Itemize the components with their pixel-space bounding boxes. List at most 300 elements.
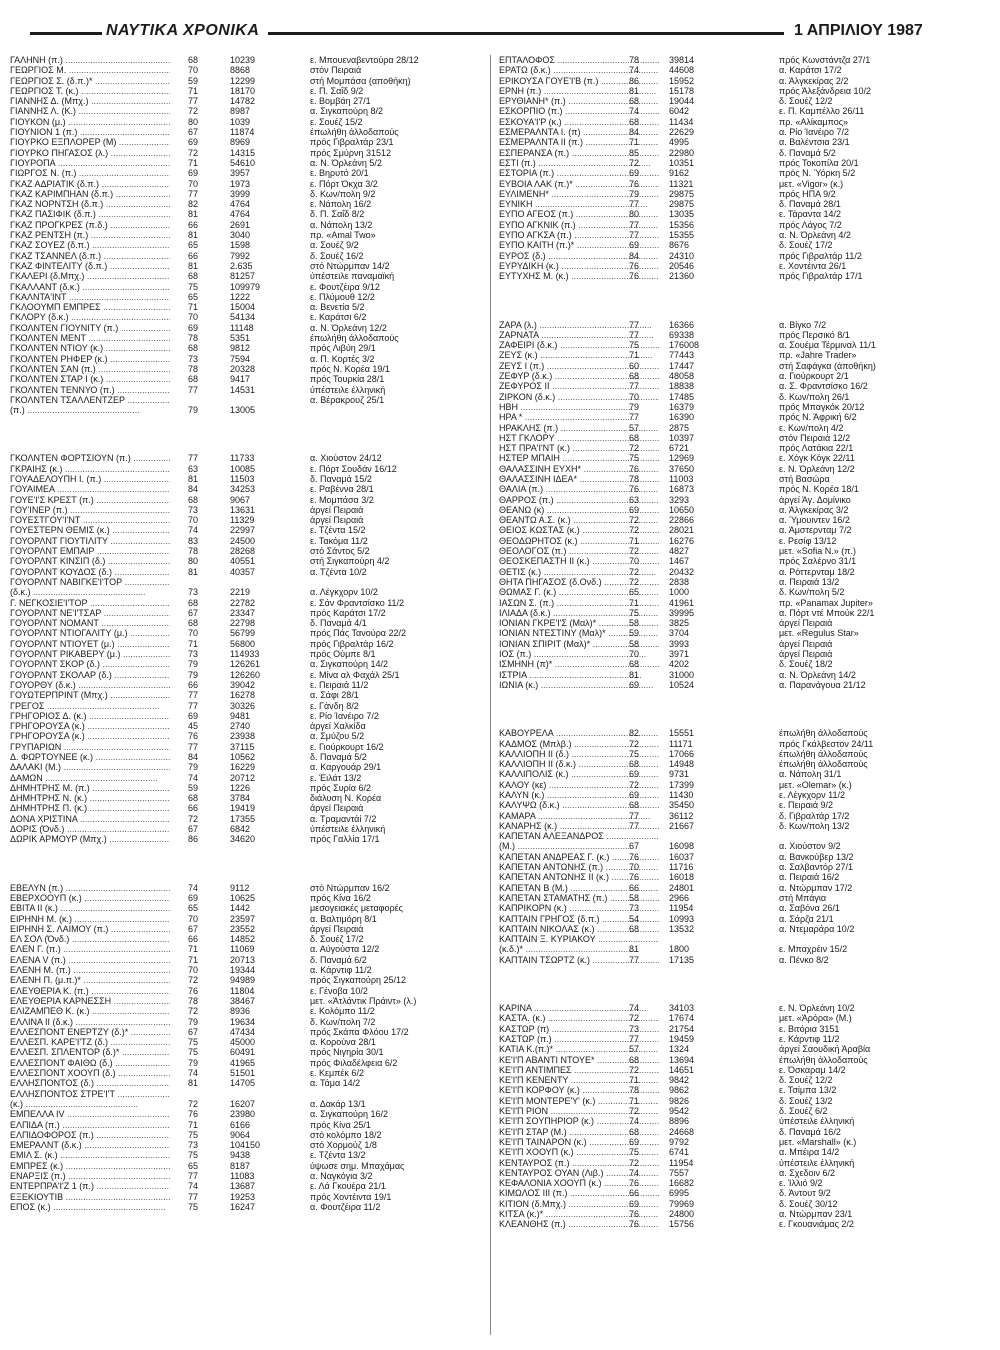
ship-name: ΕΠΤΑΛΟΦΟΣ ..... bbox=[499, 55, 659, 65]
ship-name: ΙΣΜΗΝΗ (π)* ..... bbox=[499, 659, 659, 669]
tonnage: 15178 bbox=[669, 85, 695, 96]
position-note: ε. Τζέντα 15/2 bbox=[310, 525, 366, 536]
ship-row bbox=[10, 793, 480, 803]
build-year: 71 bbox=[629, 535, 640, 546]
tonnage: 9417 bbox=[230, 374, 251, 385]
tonnage: 10397 bbox=[669, 432, 695, 443]
ship-name: ΕΣΚΟΡΠΙΟ (π.) ..... bbox=[499, 106, 659, 116]
build-year: 65 bbox=[188, 291, 199, 302]
tonnage: 6721 bbox=[669, 443, 690, 454]
tonnage: 5351 bbox=[230, 333, 251, 344]
ship-name: ΕΛΕΥΘΕΡΙΑ ΚΑΡΝΕΣΣΗ ..... bbox=[10, 996, 170, 1006]
position-note: α. Σχεδοιν 6/2 bbox=[779, 1167, 836, 1178]
ship-row bbox=[491, 433, 961, 443]
build-year: 70 bbox=[188, 965, 199, 976]
publication-title: ΝΑΥΤΙΚΑ ΧΡΟΝΙΚΑ bbox=[106, 22, 260, 39]
tonnage: 8987 bbox=[230, 106, 251, 117]
ship-name: ΗΣΤΕΡ ΜΠΑΙΗ ..... bbox=[499, 453, 659, 463]
tonnage: 11171 bbox=[669, 738, 693, 749]
ship-row bbox=[491, 189, 961, 199]
ship-row bbox=[491, 402, 961, 412]
tonnage: 3704 bbox=[669, 628, 690, 639]
ship-name: ΖΑΡΝΑΤΑ ..... bbox=[499, 330, 659, 340]
position-note: α. Ντεμαράρα 10/2 bbox=[779, 923, 855, 934]
build-year: 71 bbox=[188, 1119, 199, 1130]
position-note: α. Γιούρκουρτ 2/1 bbox=[779, 371, 849, 382]
tonnage: 6842 bbox=[230, 824, 251, 835]
ship-row bbox=[491, 525, 961, 535]
tonnage: 6995 bbox=[669, 1188, 690, 1199]
position-note: α. Κορούνα 28/1 bbox=[310, 1037, 376, 1048]
ship-name: ΓΚΟΛΝΤΕΝ ΓΙΟΥΝΙΤΥ (π.) ..... bbox=[10, 323, 170, 333]
tonnage: 41965 bbox=[230, 1057, 256, 1068]
position-note: α. Κάρντιφ 11/2 bbox=[310, 965, 372, 976]
position-note: πρ. «Αλίκαμπος» bbox=[779, 116, 849, 127]
ship-row bbox=[10, 96, 480, 106]
position-note: στό Χορμούζ 1/8 bbox=[310, 1140, 377, 1151]
ship-list-block bbox=[491, 55, 961, 282]
tonnage: 16366 bbox=[669, 319, 695, 330]
build-year: 79 bbox=[188, 762, 199, 773]
position-note: στό Ντώρμπαν 16/2 bbox=[310, 882, 390, 893]
ship-name: ΚΕ'Ι'Π ΚΕΝΕΝΤΥ ..... bbox=[499, 1075, 659, 1085]
ship-name: ΚΑΣΤΩΡ (π.) ..... bbox=[499, 1034, 659, 1044]
build-year: 58 bbox=[629, 638, 640, 649]
ship-name: (Μ.) ..... bbox=[499, 841, 659, 851]
ship-row bbox=[10, 975, 480, 985]
position-note: πρός ΗΠΑ 9/2 bbox=[779, 188, 836, 199]
build-year: 69 bbox=[188, 137, 199, 148]
position-note: στόν Πειραιά 12/2 bbox=[779, 432, 851, 443]
tonnage: 176008 bbox=[669, 340, 700, 351]
position-note: ε. Λά Γκουέρα 21/1 bbox=[310, 1181, 386, 1192]
ship-name: ΘΑΡΡΟΣ (π.) ..... bbox=[499, 495, 659, 505]
position-note: ε. Τσίμπα 13/2 bbox=[779, 1085, 837, 1096]
ship-row bbox=[10, 670, 480, 680]
build-year: 84 bbox=[629, 250, 640, 261]
ship-row bbox=[491, 831, 961, 841]
ship-name: ΓΟΥΕ'Ι'Σ ΚΡΕΣΤ (π.) ..... bbox=[10, 495, 170, 505]
ship-name: ΙΟΝΙΑΝ ΣΠΙΡΙΤ (Μαλ)* ..... bbox=[499, 639, 659, 649]
ship-row bbox=[10, 179, 480, 189]
build-year: 77 bbox=[629, 329, 640, 340]
ship-row bbox=[491, 137, 961, 147]
tonnage: 2.635 bbox=[230, 260, 253, 271]
tonnage: 19634 bbox=[230, 1016, 256, 1027]
position-note: στή Μπάγια bbox=[779, 892, 827, 903]
ship-row bbox=[491, 659, 961, 669]
build-year: 69 bbox=[629, 168, 640, 179]
ship-name: ΓΟΥΕΣΤΓΟΥ'Ι'ΝΤ ..... bbox=[10, 515, 170, 525]
position-note: δ. Σουέζ 18/2 bbox=[779, 659, 833, 670]
ship-name: ΘΕΟΛΟΓΟΣ (π.) ..... bbox=[499, 546, 659, 556]
ship-list-block bbox=[10, 883, 480, 1213]
tonnage: 22798 bbox=[230, 618, 256, 629]
tonnage: 4764 bbox=[230, 199, 251, 210]
ship-row bbox=[491, 1055, 961, 1065]
ship-row bbox=[10, 903, 480, 913]
tonnage: 19044 bbox=[669, 96, 695, 107]
ship-name: ΘΕΑΝΤΩ Α.Σ. (κ.) ..... bbox=[499, 515, 659, 525]
build-year: 71 bbox=[188, 944, 199, 955]
ship-name: ΔΗΜΗΤΡΗΣ Μ. (π.) ..... bbox=[10, 783, 170, 793]
position-note: δ. Κων/πολη 26/1 bbox=[779, 391, 850, 402]
ship-row bbox=[491, 728, 961, 738]
ship-row bbox=[491, 1003, 961, 1013]
ship-row bbox=[10, 137, 480, 147]
position-note: ε. Τακόμα 11/2 bbox=[310, 535, 368, 546]
build-year: 68 bbox=[188, 343, 199, 354]
tonnage: 10085 bbox=[230, 463, 256, 474]
tonnage: 9067 bbox=[230, 494, 251, 505]
ship-name: ΕΛΛΗΣΠΟΝΤΟΣ ΣΤΡΕ'Ι'Τ ..... bbox=[10, 1089, 170, 1099]
ship-row bbox=[10, 199, 480, 209]
position-note: πρός Φιλαδέλφεια 6/2 bbox=[310, 1057, 398, 1068]
tonnage: 13035 bbox=[669, 209, 695, 220]
ship-row bbox=[491, 872, 961, 882]
ship-name: ΙΛΙΑΔΑ (δ.κ.) ..... bbox=[499, 608, 659, 618]
ship-name: ΓΚΟΛΝΤΕΝ ΡΗΦΕΡ (κ.) ..... bbox=[10, 354, 170, 364]
tonnage: 2875 bbox=[669, 422, 690, 433]
tonnage: 15355 bbox=[669, 230, 695, 241]
ship-name: ΓΚΛΟΟΥΜΠ ΕΜΠΡΕΣ ..... bbox=[10, 302, 170, 312]
position-note: ε. Όσκαραμ 14/2 bbox=[779, 1064, 846, 1075]
build-year: 78 bbox=[188, 363, 199, 374]
build-year: 57 bbox=[629, 422, 640, 433]
build-year: 70 bbox=[629, 556, 640, 567]
tonnage: 19344 bbox=[230, 965, 256, 976]
ship-name: ΕΛΕΝΗ Μ. (π.) ..... bbox=[10, 965, 170, 975]
tonnage: 9862 bbox=[669, 1085, 690, 1096]
tonnage: 17355 bbox=[230, 813, 256, 824]
ship-name: ΓΟΥ'ΙΝΕΡ (π.) ..... bbox=[10, 505, 170, 515]
ship-name: ΚΑΠΡΙΚΟΡΝ (κ.) ..... bbox=[499, 903, 659, 913]
position-note: πρός Καράτσι 17/2 bbox=[310, 607, 386, 618]
build-year: 68 bbox=[188, 55, 199, 65]
position-note: ε. Σάν Φραντσίσκο 11/2 bbox=[310, 597, 405, 608]
position-note: α. Πειραιά 16/2 bbox=[779, 872, 840, 883]
ship-row bbox=[10, 914, 480, 924]
position-note: α. Άμστερνταμ 7/2 bbox=[779, 525, 852, 536]
tonnage: 24668 bbox=[669, 1126, 695, 1137]
build-year: 77 bbox=[629, 219, 640, 230]
ship-name: ΓΟΥΟΡΛΝΤ ΓΙΟΥΤΙΛΙΤΥ ..... bbox=[10, 536, 170, 546]
position-note: α. Σάφι 28/1 bbox=[310, 690, 359, 701]
position-note: α. Βίγκο 7/2 bbox=[779, 319, 827, 330]
position-note: ε. Ίλλιό 9/2 bbox=[779, 1178, 823, 1189]
build-year: 74 bbox=[188, 1181, 199, 1192]
ship-row bbox=[10, 1017, 480, 1027]
build-year: 78 bbox=[629, 55, 640, 65]
ship-name: ΓΡΕΓΟΣ ..... bbox=[10, 701, 170, 711]
ship-row bbox=[10, 762, 480, 772]
position-note: α. Ν. Όρλεάνη 4/2 bbox=[779, 230, 851, 241]
tonnage: 23938 bbox=[230, 731, 256, 742]
position-note: δ. Άντουτ 9/2 bbox=[779, 1188, 831, 1199]
ship-row bbox=[10, 525, 480, 535]
tonnage: 3040 bbox=[230, 230, 251, 241]
tonnage: 16873 bbox=[669, 484, 695, 495]
ship-name: ΕΛΕΥΘΕΡΙΑ Κ. (π.) ..... bbox=[10, 986, 170, 996]
position-note: δ. Σουέζ 12/2 bbox=[779, 1075, 833, 1086]
ship-row bbox=[491, 536, 961, 546]
build-year: 67 bbox=[188, 923, 199, 934]
ship-name: ΓΙΟΥΡΚΟ ΠΗΓΑΣΟΣ (λ.) ..... bbox=[10, 148, 170, 158]
ship-row bbox=[10, 934, 480, 944]
ship-row bbox=[491, 464, 961, 474]
tonnage: 7594 bbox=[230, 353, 251, 364]
build-year: 77 bbox=[188, 690, 199, 701]
ship-name: ΚΑΔΜΟΣ (Μπλβ.) ..... bbox=[499, 739, 659, 749]
tonnage: 9481 bbox=[230, 710, 251, 721]
tonnage: 11329 bbox=[230, 515, 255, 526]
ship-row bbox=[491, 608, 961, 618]
build-year: 66 bbox=[188, 803, 199, 814]
position-note: μετ. «Άτλάντικ Πράιντ» (λ.) bbox=[310, 995, 417, 1006]
tonnage: 14705 bbox=[230, 1078, 256, 1089]
ship-row bbox=[491, 240, 961, 250]
position-note: ύπέστειλε έλληνική bbox=[310, 824, 386, 835]
ship-name: ΚΑΠΕΤΑΝ ΣΤΑΜΑΤΗΣ (π.) ..... bbox=[499, 893, 659, 903]
position-note: α. Άλγκεκίρας 3/2 bbox=[779, 504, 849, 515]
ship-row bbox=[491, 670, 961, 680]
ship-row bbox=[491, 412, 961, 422]
tonnage: 8868 bbox=[230, 65, 251, 76]
position-note: δ. Κων/πολη 7/2 bbox=[310, 1016, 376, 1027]
ship-name: ΓΟΥΑΔΕΛΟΥΠΗ Ι. (π.) ..... bbox=[10, 474, 170, 484]
tonnage: 39814 bbox=[669, 55, 695, 65]
position-note: α. Καργουάρ 29/1 bbox=[310, 762, 382, 773]
tonnage: 10625 bbox=[230, 892, 256, 903]
header-rule-left bbox=[30, 32, 102, 35]
ship-name: ΓΑΛΗΝΗ (π.) ..... bbox=[10, 55, 170, 65]
tonnage: 15551 bbox=[669, 728, 695, 739]
position-note: ύπέστειλε έλληνική bbox=[779, 1157, 855, 1168]
build-year: 77 bbox=[188, 384, 199, 395]
tonnage: 11430 bbox=[669, 790, 694, 800]
ship-name: ΔΟΡΙΣ (Όνδ.) ..... bbox=[10, 824, 170, 834]
ship-name: ΕΡΥΘΙΑΝΗ* (π.) ..... bbox=[499, 96, 659, 106]
ship-name: ΚΕ'Ι'Π ΑΒΑΝΤΙ ΝΤΟΥΕ* ..... bbox=[499, 1055, 659, 1065]
build-year: 81 bbox=[629, 669, 640, 680]
build-year: 76 bbox=[188, 1109, 199, 1120]
ship-name: ΕΛΙΖΑΜΠΕΘ Κ. (κ.) ..... bbox=[10, 1006, 170, 1016]
ship-row bbox=[10, 127, 480, 137]
ship-name: ΓΚΑΖ ΑΔΡΙΑΤΙΚ (δ.π.) ..... bbox=[10, 179, 170, 189]
position-note: πρός Τουρκία 28/1 bbox=[310, 374, 385, 385]
position-note: πρός Σμύρνη 31512 bbox=[310, 147, 391, 158]
tonnage: 16379 bbox=[669, 401, 695, 412]
ship-name: ΕΠΟΣ (κ.) ..... bbox=[10, 1202, 170, 1212]
ship-row bbox=[491, 220, 961, 230]
build-year: 68 bbox=[188, 374, 199, 385]
ship-row bbox=[10, 1202, 480, 1212]
ship-name: ΓΚΑΖ ΤΣΑΝΝΕΛ (δ.π.) ..... bbox=[10, 251, 170, 261]
ship-row bbox=[491, 598, 961, 608]
ship-name: ΕΣΠΕΡΑΝΣΑ (π.) ..... bbox=[499, 148, 659, 158]
position-note: ε. Γένοβα 10/2 bbox=[310, 985, 368, 996]
tonnage: 11083 bbox=[230, 1170, 255, 1181]
tonnage: 11874 bbox=[230, 127, 255, 138]
position-note: ε. Φουτζέιρα 9/12 bbox=[310, 281, 380, 292]
tonnage: 23347 bbox=[230, 607, 256, 618]
ship-name: ΕΛΠΙΔΟΦΟΡΟΣ (π.) ..... bbox=[10, 1130, 170, 1140]
ship-name: ΚΕ'Ι'Π ΣΤΑΡ (Μ.) ..... bbox=[499, 1127, 659, 1137]
build-year: 45 bbox=[188, 721, 199, 732]
ship-name: ΓΚΟΛΝΤΕΝ ΤΕΝΝΥΟ (π.) ..... bbox=[10, 385, 170, 395]
position-note: α. Ν. Όρλεάνη 12/2 bbox=[310, 322, 387, 333]
position-note: α. Πένκο 8/2 bbox=[779, 954, 829, 965]
tonnage: 1000 bbox=[669, 587, 690, 598]
tonnage: 2966 bbox=[669, 892, 690, 903]
ship-name: ΖΕΥΣ (κ.) ..... bbox=[499, 350, 659, 360]
ship-name: ΖΕΦΥΡ (δ.κ.) ..... bbox=[499, 371, 659, 381]
ship-row bbox=[10, 292, 480, 302]
tonnage: 13005 bbox=[230, 405, 256, 416]
tonnage: 44608 bbox=[669, 65, 695, 76]
ship-row bbox=[10, 731, 480, 741]
build-year: 72 bbox=[629, 1157, 640, 1168]
ship-name: ΓΟΥΕΣΤΕΡΝ ΘΕΜΙΣ (κ.) ..... bbox=[10, 525, 170, 535]
position-note: ε. Μπαχρέιν 15/2 bbox=[779, 944, 848, 955]
position-note: ε. Μομπάσα 3/2 bbox=[310, 494, 374, 505]
ship-row bbox=[10, 484, 480, 494]
ship-row bbox=[491, 1127, 961, 1137]
ship-name: ΕΜΙΛ Σ. (κ.) ..... bbox=[10, 1150, 170, 1160]
ship-row bbox=[10, 385, 480, 395]
tonnage: 16207 bbox=[230, 1098, 256, 1109]
ship-row bbox=[10, 65, 480, 75]
position-note: μετ. «Άρόρα» (Μ.) bbox=[779, 1013, 852, 1024]
position-note: ύπέστειλε παναμαϊκή bbox=[310, 271, 395, 282]
build-year: 75 bbox=[629, 453, 640, 464]
position-note: έπωλήθη άλλοδαπούς bbox=[779, 759, 868, 770]
build-year: 75 bbox=[629, 1147, 640, 1158]
ship-row bbox=[491, 453, 961, 463]
ship-row bbox=[10, 1140, 480, 1150]
position-note: πρ. «Amal Two» bbox=[310, 230, 376, 241]
ship-name: ΕΣΚΟΥΑ'Ι'Ρ (κ.) ..... bbox=[499, 117, 659, 127]
tonnage: 1598 bbox=[230, 240, 251, 251]
tonnage: 1226 bbox=[230, 782, 251, 793]
build-year: 79 bbox=[629, 188, 640, 199]
build-year: 68 bbox=[629, 923, 640, 934]
build-year: 81 bbox=[188, 566, 199, 577]
position-note: δ. Παναμά 5/2 bbox=[310, 752, 367, 762]
ship-row bbox=[10, 282, 480, 292]
tonnage: 81257 bbox=[230, 271, 256, 282]
build-year: 77 bbox=[629, 412, 640, 423]
position-note: πρός Ν. Κορέα 18/1 bbox=[779, 484, 859, 495]
position-note: μετ. «Olemar» (κ.) bbox=[779, 779, 852, 790]
ship-name: ΚΑΠΤΑΙΝ ΝΙΚΟΛΑΣ (κ.) ..... bbox=[499, 924, 659, 934]
ship-list-block bbox=[10, 55, 480, 415]
tonnage: 8187 bbox=[230, 1160, 251, 1171]
ship-row bbox=[10, 1130, 480, 1140]
build-year: 66 bbox=[188, 934, 199, 945]
tonnage: 10650 bbox=[669, 504, 695, 515]
ship-name: ΚΕ'Ι'Π ΑΝΤΙΜΠΕΣ ..... bbox=[499, 1065, 659, 1075]
ship-name: ΙΑΣΩΝ Σ. (π.) ..... bbox=[499, 598, 659, 608]
tonnage: 20432 bbox=[669, 566, 695, 577]
position-note: α. Ρίο Ίανέιρο 7/2 bbox=[779, 127, 850, 138]
ship-name: ΔΑΜΩΝ ..... bbox=[10, 773, 170, 783]
build-year: 67 bbox=[188, 1026, 199, 1037]
ship-name: ΓΙΑΝΝΗΣ Δ. (Μπχ.) ..... bbox=[10, 96, 170, 106]
position-note: ε. Ν. Όρλεάνη 12/2 bbox=[779, 463, 855, 474]
build-year: 77 bbox=[629, 199, 640, 210]
ship-row bbox=[10, 55, 480, 65]
build-year: 78 bbox=[629, 1085, 640, 1096]
ship-name: ΚΕ'Ι'Π ΤΑΙΝΑΡΟΝ (κ.) ..... bbox=[499, 1137, 659, 1147]
ship-row bbox=[10, 86, 480, 96]
position-note: μετ. «Regulus Star» bbox=[779, 628, 859, 639]
tonnage: 16037 bbox=[669, 851, 695, 862]
build-year: 69 bbox=[629, 240, 640, 251]
ship-row bbox=[10, 618, 480, 628]
tonnage: 20546 bbox=[669, 260, 695, 271]
ship-row bbox=[491, 944, 961, 954]
tonnage: 94989 bbox=[230, 975, 256, 986]
ship-row bbox=[10, 955, 480, 965]
ship-name: ΕΥΡΥΔΙΚΗ (κ.) ..... bbox=[499, 261, 659, 271]
build-year: 73 bbox=[188, 504, 199, 515]
build-year: 76 bbox=[629, 271, 640, 282]
position-note: α. Χιούστον 9/2 bbox=[779, 841, 841, 852]
ship-row bbox=[10, 628, 480, 638]
build-year: 79 bbox=[629, 401, 640, 412]
build-year: 69 bbox=[188, 322, 199, 333]
tonnage: 9842 bbox=[669, 1075, 690, 1086]
tonnage: 20713 bbox=[230, 954, 256, 965]
build-year: 71 bbox=[188, 302, 199, 313]
position-note: δ. Σουέζ 12/2 bbox=[779, 96, 833, 107]
build-year: 77 bbox=[629, 820, 640, 831]
ship-name: ΕΛΕΝΗ Π. (μ.π.)* ..... bbox=[10, 975, 170, 985]
position-note: δ. Παναμά 28/1 bbox=[779, 199, 841, 210]
ship-name: ΕΛΛΕΣΠΟΝΤ ΦΑΙΘΩ (δ.) ..... bbox=[10, 1058, 170, 1068]
build-year: 71 bbox=[629, 350, 640, 361]
position-note: ε. Ν. Όρλεάνη 10/2 bbox=[779, 1003, 855, 1014]
ship-name: ΓΕΩΡΓΙΟΣ Τ. (κ.) ..... bbox=[10, 86, 170, 96]
ship-name: ΕΥΠΟ ΑΓΕΟΣ (π.) ..... bbox=[499, 209, 659, 219]
build-year: 71 bbox=[629, 1095, 640, 1106]
tonnage: 79969 bbox=[669, 1198, 695, 1209]
ship-row bbox=[491, 96, 961, 106]
ship-name: ΕΒΕΛΥΝ (π.) ..... bbox=[10, 883, 170, 893]
ship-row bbox=[10, 1192, 480, 1202]
ship-row bbox=[10, 453, 480, 463]
position-note: α. Χιούστον 24/12 bbox=[310, 453, 382, 464]
tonnage: 48058 bbox=[669, 371, 695, 382]
ship-name: ΚΑΤΙΑ Κ.(π.)* ..... bbox=[499, 1044, 659, 1054]
position-note: ε. Βομβάη 27/1 bbox=[310, 96, 371, 107]
position-note: α. Καράτσι 17/2 bbox=[779, 65, 842, 76]
tonnage: 23980 bbox=[230, 1109, 256, 1120]
tonnage: 14782 bbox=[230, 96, 256, 107]
ship-name: ΚΑΒΟΥΡΕΛΑ ..... bbox=[499, 728, 659, 738]
ship-list-block bbox=[491, 320, 961, 691]
ship-row bbox=[10, 556, 480, 566]
ship-row bbox=[10, 333, 480, 343]
tonnage: 20712 bbox=[230, 772, 256, 783]
ship-row bbox=[10, 168, 480, 178]
tonnage: 6741 bbox=[669, 1147, 690, 1158]
build-year: 71 bbox=[629, 1075, 640, 1086]
ship-name: ΚΙΤΣΑ (κ.)* ..... bbox=[499, 1209, 659, 1219]
ship-name: ΚΑΠΕΤΑΝ ΑΝΤΩΝΗΣ ΙΙ (κ.) ..... bbox=[499, 872, 659, 882]
ship-name: ΚΑΛΥΨΩ (δ.κ.) ..... bbox=[499, 800, 659, 810]
